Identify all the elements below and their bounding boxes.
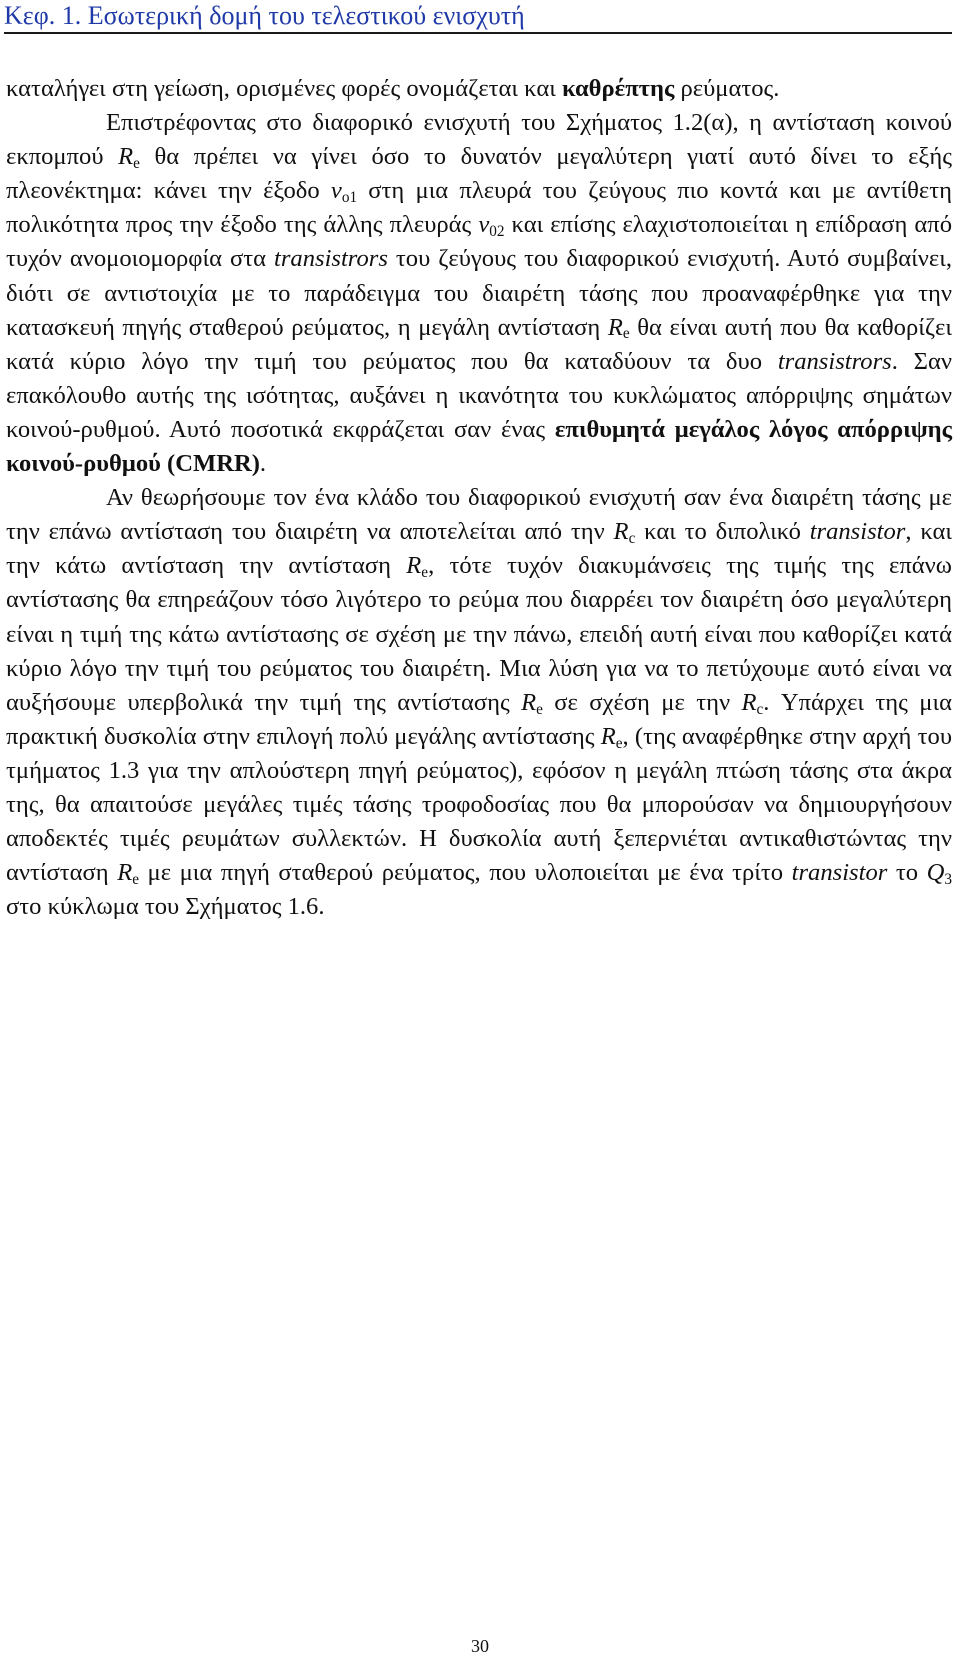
- text-segment-sub: e: [615, 734, 623, 752]
- text-segment-italic: v: [478, 211, 490, 239]
- text-segment-italic: R: [613, 518, 629, 546]
- text-segment-normal: και το διπολικό: [635, 518, 810, 546]
- text-segment-italic: R: [607, 313, 623, 341]
- text-segment-normal: και επίσης ελαχιστοποιείται η επίδραση από τυχόν ανομοιομορφία στα: [6, 211, 952, 273]
- text-segment-bold: επιθυμητά μεγάλος λόγος απόρριψης κοινού-ρυθμού (CMRR): [6, 415, 953, 478]
- paragraph-1: [6, 72, 952, 106]
- running-header: Κεφ. 1. Εσωτερική δομή του τελεστικού ενισχυτή: [4, 0, 952, 34]
- text-segment-italic: transistor: [809, 518, 906, 546]
- text-segment-italic: R: [406, 552, 422, 580]
- text-segment-normal: το: [887, 859, 927, 887]
- text-segment-sub: c: [628, 530, 636, 548]
- text-segment-normal: στη μια πλευρά του ζεύγους πιο κοντά και με αντίθετη πολικότητα προς την έξοδο της άλλης πλευράς: [6, 177, 952, 239]
- text-segment-italic: transistrors: [777, 347, 892, 375]
- text-segment-normal: θα είναι αυτή που θα καθορίζει κατά κύριο λόγο την τιμή του ρεύματος που θα καταδύουν τα δυο: [6, 313, 952, 375]
- text-segment-sub: o1: [341, 189, 358, 207]
- text-segment-normal: στο κύκλωμα του Σχήματος 1.6.: [6, 893, 325, 921]
- text-segment-normal: Αν θεωρήσουμε τον ένα κλάδο του διαφορικού ενισχυτή σαν ένα διαιρέτη τάσης με την επάνω αντίσταση του διαιρέτη να αποτελείται από την: [6, 484, 952, 546]
- text-segment-normal: , τότε τυχόν διακυμάνσεις της τιμής της επάνω αντίστασης θα επηρεάζουν τόσο λιγότερο το ρεύμα που διαρρέει τον διαιρέτη όσο μεγαλύτερη είναι η τιμή της κάτω αντίστασης σε σχέση με την πάνω, επειδή αυτή είναι που καθορίζει κατά κύριο λόγο την τιμή του ρεύματος του διαιρέτη. Μια λύση για να το πετύχουμε αυτό είναι να αυξήσουμε υπερβολικά την τιμή της αντίστασης: [6, 552, 952, 716]
- text-segment-italic: R: [741, 688, 757, 716]
- text-segment-italic: v: [330, 177, 342, 205]
- text-segment-italic: R: [118, 143, 134, 171]
- text-segment-normal: , και την κάτω αντίσταση την αντίσταση: [6, 518, 952, 580]
- text-segment-sub: e: [421, 564, 429, 582]
- text-segment-normal: Επιστρέφοντας στο διαφορικό ενισχυτή του Σχήματος 1.2(α), η αντίσταση κοινού εκπομπού: [6, 109, 952, 171]
- text-segment-italic: transistor: [791, 859, 888, 887]
- page-number: 30: [471, 1636, 489, 1656]
- text-segment-sub: e: [536, 700, 543, 718]
- text-segment-italic: R: [600, 722, 616, 750]
- text-segment-normal: .: [259, 450, 267, 478]
- text-segment-normal: ρεύματος.: [674, 75, 780, 102]
- paragraph-2: [6, 106, 952, 481]
- text-segment-italic: R: [117, 859, 133, 887]
- text-segment-italic: R: [521, 688, 537, 716]
- text-segment-normal: του ζεύγους του διαφορικού ενισχυτή. Αυτό συμβαίνει, διότι σε αντιστοιχία με το παράδειγμα του διαιρέτη τάσης που προαναφέρθηκε για την κατασκευή πηγής σταθερού ρεύματος, η μεγάλη αντίσταση: [6, 245, 953, 341]
- text-segment-normal: σε σχέση με την: [542, 688, 742, 716]
- body-text: [6, 72, 952, 924]
- text-segment-italic: Q: [926, 859, 945, 887]
- text-segment-sub: 3: [944, 870, 952, 888]
- text-segment-sub: e: [132, 870, 139, 888]
- text-segment-normal: . Σαν επακόλουθο αυτής της ισότητας, αυξάνει η ικανότητα του κυκλώματος απόρριψης σημάτων κοινού-ρυθμού. Αυτό ποσοτικά εκφράζεται σαν ένας: [6, 347, 952, 443]
- text-segment-normal: καταλήγει στη γείωση, ορισμένες φορές ονομάζεται και: [6, 75, 563, 102]
- text-segment-italic: transistrors: [274, 245, 388, 273]
- text-segment-normal: , (της αναφέρθηκε στην αρχή του τμήματος 1.3 για την απλούστερη πηγή ρεύματος), εφόσον η μεγάλη πτώση τάσης στα άκρα της, θα απαιτούσε μεγάλες τιμές τάσης τροφοδοσίας που θα μπορούσαν να δημιουργήσουν αποδεκτές τιμές ρευμάτων συλλεκτών. Η δυσκολία αυτή ξεπερνιέται αντικαθιστώντας την αντίσταση: [6, 722, 952, 887]
- text-segment-sub: e: [622, 325, 630, 343]
- text-segment-sub: e: [133, 155, 140, 172]
- paragraph-3: [6, 481, 952, 924]
- text-segment-sub: 02: [489, 223, 505, 241]
- text-segment-normal: θα πρέπει να γίνει όσο το δυνατόν μεγαλύτερη γιατί αυτό δίνει το εξής πλεονέκτημα: κάνει την έξοδο: [6, 143, 952, 205]
- text-segment-sub: c: [756, 700, 764, 718]
- text-segment-normal: . Υπάρχει της μια πρακτική δυσκολία στην επιλογή πολύ μεγάλης αντίστασης: [6, 688, 952, 750]
- text-segment-bold: καθρέπτης: [562, 75, 675, 102]
- text-segment-normal: με μια πηγή σταθερού ρεύματος, που υλοποιείται με ένα τρίτο: [139, 859, 792, 887]
